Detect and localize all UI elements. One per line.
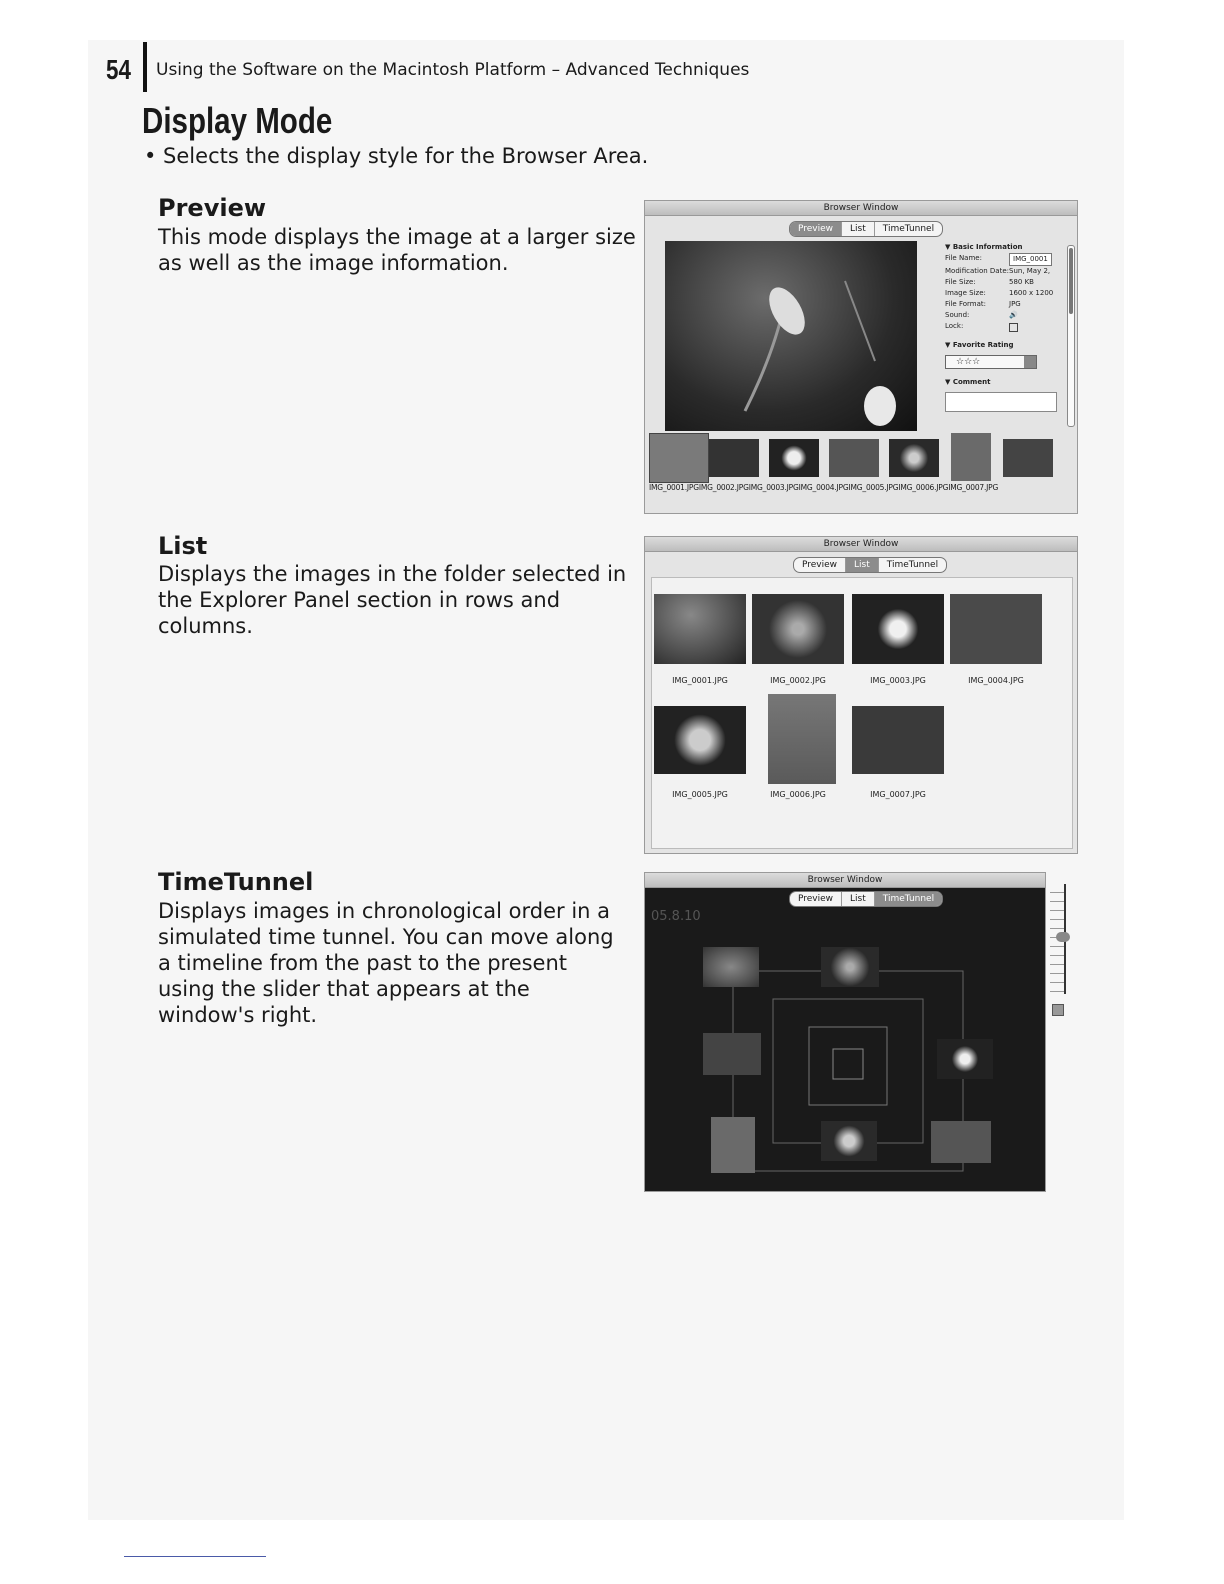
info-label: Image Size: (945, 289, 986, 297)
tab-preview[interactable]: Preview (790, 222, 842, 236)
slider-thumb[interactable] (1056, 932, 1070, 942)
timeline-slider[interactable] (1050, 884, 1066, 994)
section-heading-preview: Preview (158, 194, 267, 222)
grid-cell[interactable] (950, 594, 1042, 664)
timetunnel-window-screenshot (644, 872, 1046, 1192)
tunnel-photo[interactable] (937, 1039, 993, 1079)
info-row (945, 310, 1069, 321)
page-title: Display Mode (142, 100, 333, 141)
rating-select[interactable] (945, 355, 1037, 369)
info-panel (945, 239, 1069, 412)
mode-segmented-control (789, 221, 943, 237)
comment-field[interactable] (945, 392, 1057, 412)
comment-header[interactable]: ▼ Comment (945, 378, 991, 386)
preview-window-screenshot (644, 200, 1078, 514)
info-value: 580 KB (1009, 278, 1034, 286)
thumbnail[interactable] (769, 439, 819, 477)
footnote-rule (124, 1556, 266, 1557)
thumbnail[interactable] (951, 433, 991, 481)
window-title: Browser Window (645, 537, 1077, 552)
tunnel-photo[interactable] (821, 1121, 877, 1161)
tab-preview[interactable]: Preview (790, 892, 842, 906)
info-row (945, 253, 1069, 266)
info-row (945, 277, 1069, 288)
basic-info-header[interactable]: ▼ Basic Information (945, 243, 1023, 251)
filename: IMG_0005.JPG (672, 790, 728, 799)
grid-cell[interactable] (654, 594, 746, 664)
info-row (945, 266, 1069, 277)
preview-image (665, 241, 917, 431)
rating-header[interactable]: ▼ Favorite Rating (945, 341, 1014, 349)
grid-cell[interactable] (768, 694, 836, 784)
filename: IMG_0001.JPG (672, 676, 728, 685)
info-value: JPG (1009, 300, 1021, 308)
tab-timetunnel[interactable]: TimeTunnel (875, 892, 942, 906)
tunnel-photo[interactable] (703, 947, 759, 987)
info-label: Sound: (945, 311, 970, 319)
info-label: Lock: (945, 322, 964, 330)
rating-stars: ☆☆☆ (956, 357, 981, 367)
info-label: File Format: (945, 300, 986, 308)
section-heading-timetunnel: TimeTunnel (158, 868, 314, 896)
thumbnail[interactable] (649, 433, 709, 483)
filename: IMG_0005.JPG (848, 483, 899, 492)
section-text-list: Displays the images in the folder selected in the Explorer Panel section in rows and columns. (158, 562, 627, 638)
tab-list[interactable]: List (846, 558, 879, 572)
scroll-thumb[interactable] (1069, 248, 1073, 314)
grid-cell[interactable] (852, 706, 944, 774)
tab-preview[interactable]: Preview (794, 558, 846, 572)
tab-timetunnel[interactable]: TimeTunnel (882, 224, 935, 234)
thumbnail-grid (651, 577, 1073, 849)
grid-cell[interactable] (654, 706, 746, 774)
popup-arrow-icon (1024, 356, 1036, 368)
mode-segmented-control (789, 891, 943, 907)
tunnel-photo[interactable] (711, 1117, 755, 1173)
info-value: 1600 x 1200 (1009, 289, 1054, 297)
info-row (945, 299, 1069, 310)
window-title: Browser Window (645, 201, 1077, 216)
intro-bullet: • Selects the display style for the Browser Area. (144, 144, 649, 168)
tab-timetunnel[interactable]: TimeTunnel (886, 560, 939, 570)
speaker-icon[interactable]: 🔊 (1009, 311, 1018, 319)
thumbnail-label (649, 483, 1073, 492)
filename: IMG_0004.JPG (798, 483, 849, 492)
thumbnail[interactable] (829, 439, 879, 477)
tunnel-photo[interactable] (703, 1033, 761, 1075)
section-text-preview: This mode displays the image at a larger size as well as the image information. (158, 225, 636, 275)
info-label: File Size: (945, 278, 976, 286)
thumbnail-toggle-icon[interactable] (1052, 1004, 1064, 1016)
flower-image-icon (665, 241, 917, 431)
info-value: Sun, May 2, (1009, 267, 1051, 275)
section-text-timetunnel: Displays images in chronological order in a simulated time tunnel. You can move along a timeline from the past to the present using the slider that appears at the window's right. (158, 899, 614, 1027)
tab-list[interactable]: List (842, 222, 875, 236)
running-head: Using the Software on the Macintosh Platform – Advanced Techniques (156, 60, 750, 80)
filename: IMG_0003.JPG (748, 483, 799, 492)
thumbnail[interactable] (709, 439, 759, 477)
thumbnail-strip (649, 433, 1073, 493)
section-heading-list: List (158, 532, 208, 560)
page-number: 54 (106, 54, 131, 85)
thumbnail[interactable] (1003, 439, 1053, 477)
tunnel-photo[interactable] (931, 1121, 991, 1163)
grid-cell[interactable] (752, 594, 844, 664)
tunnel-photo[interactable] (821, 947, 879, 987)
window-title: Browser Window (645, 873, 1045, 888)
header-rule (143, 42, 147, 92)
filename: IMG_0002.JPG (770, 676, 826, 685)
mode-segmented-control (793, 557, 947, 573)
info-label: File Name: (945, 254, 982, 262)
info-value[interactable]: IMG_0001 (1009, 253, 1052, 266)
filename: IMG_0002.JPG (698, 483, 749, 492)
tunnel-date: 05.8.10 (651, 909, 701, 924)
info-row (945, 321, 1069, 332)
filename: IMG_0004.JPG (968, 676, 1024, 685)
lock-checkbox[interactable] (1009, 323, 1018, 332)
filename: IMG_0006.JPG (898, 483, 949, 492)
thumbnail[interactable] (889, 439, 939, 477)
list-window-screenshot (644, 536, 1078, 854)
filename: IMG_0007.JPG (948, 483, 999, 492)
info-row (945, 288, 1069, 299)
filename: IMG_0003.JPG (870, 676, 926, 685)
filename: IMG_0001.JPG (649, 483, 699, 492)
grid-cell[interactable] (852, 594, 944, 664)
tab-list[interactable]: List (842, 892, 875, 906)
filename: IMG_0007.JPG (870, 790, 926, 799)
info-label: Modification Date: (945, 267, 1009, 275)
info-scrollbar[interactable] (1067, 245, 1075, 427)
filename: IMG_0006.JPG (770, 790, 826, 799)
